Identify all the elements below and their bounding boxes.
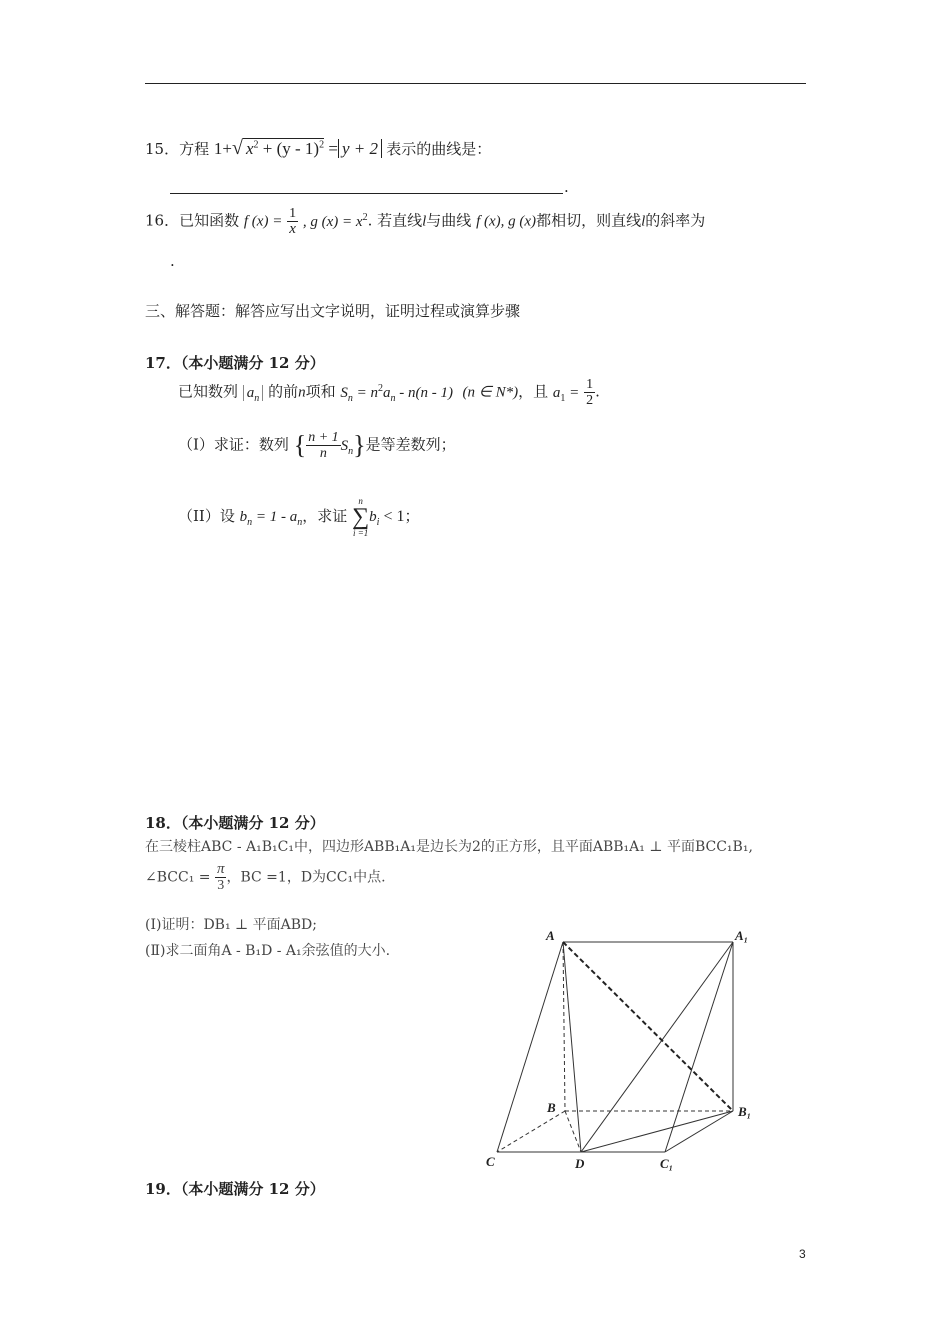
edge-D-B1 bbox=[581, 1111, 733, 1152]
q17-given: 已知数列 $a_n$ 的前n项和 $S_n = n^2a_n - n(n - 1)$ (n ∈ N*)，且 $a_1$ = $\frac{1}{2}$ . bbox=[178, 377, 600, 408]
q15-number: 15． bbox=[145, 140, 180, 158]
prism-figure bbox=[470, 920, 790, 1180]
q18-line2: ∠BCC₁ = $\frac{\pi}{3}$ ，BC =1，D为CC₁中点. bbox=[145, 861, 386, 893]
q15-answer-blank[interactable] bbox=[170, 193, 563, 194]
label-C: C bbox=[486, 1154, 495, 1169]
q18-part2: (Ⅱ)求二面角A - B₁D - A₁余弦值的大小. bbox=[145, 943, 391, 959]
q16-frac: $\frac{1}{x}$ bbox=[289, 206, 297, 237]
q18-part1: (Ⅰ)证明：DB₁ ⊥ 平面ABD; bbox=[145, 917, 317, 933]
edge-A-B1 bbox=[563, 942, 733, 1111]
q17-part2: （II）设 $b_n = 1 - a_n$，求证 n ∑ i =1 $b_i < 1$； bbox=[178, 496, 420, 538]
q15-equation: 1+√ $x^2 + (y - 1)^2 = y + 2$ bbox=[214, 139, 386, 158]
edge-B-C bbox=[497, 1111, 565, 1152]
edge-A1-D bbox=[581, 942, 733, 1152]
edge-A-D bbox=[563, 942, 581, 1152]
q17-part1: （I）求证：数列 { $\frac{n + 1}{n}$ $S_n$}是等差数列； bbox=[178, 430, 456, 461]
q16-f: f (x) = bbox=[243, 213, 283, 230]
label-A: A bbox=[546, 928, 555, 943]
label-B1: B₁ bbox=[738, 1104, 752, 1119]
q15-suffix: 表示的曲线是： bbox=[386, 140, 492, 158]
label-A1: A₁ bbox=[735, 928, 749, 943]
q16-curves: f (x), g (x) bbox=[476, 213, 537, 230]
header-rule bbox=[145, 83, 806, 84]
label-C1: C₁ bbox=[660, 1156, 674, 1171]
question-16: 16．已知函数 f (x) = $\frac{1}{x}$ , g $(x) = x^2$. 若直线l与曲线 f (x), g (x)都相切，则直线l的斜率为 bbox=[145, 206, 706, 237]
page-number: 3 bbox=[799, 1247, 806, 1261]
label-B: B bbox=[547, 1100, 556, 1115]
q15-blank-end: . bbox=[564, 178, 569, 196]
q15-prefix: 方程 bbox=[179, 140, 210, 158]
edge-B-D bbox=[565, 1111, 581, 1152]
q17-header: 17．（本小题满分 12 分） bbox=[145, 354, 325, 372]
q16-g: , g $(x) = x^2$ bbox=[302, 211, 368, 230]
q18-header: 18．（本小题满分 12 分） bbox=[145, 814, 325, 832]
edge-A-C bbox=[497, 942, 563, 1152]
label-D: D bbox=[575, 1156, 585, 1171]
question-15 bbox=[145, 137, 491, 160]
q16-end: . bbox=[170, 252, 175, 270]
section-three-heading: 三、解答题：解答应写出文字说明，证明过程或演算步骤 bbox=[145, 302, 521, 320]
q18-line1: 在三棱柱ABC - A₁B₁C₁中，四边形ABB₁A₁是边长为2的正方形，且平面ABB₁A₁ ⊥ 平面BCC₁B₁, bbox=[145, 839, 753, 855]
edge-C1-B1 bbox=[665, 1111, 733, 1152]
q19-header: 19．（本小题满分 12 分） bbox=[145, 1180, 325, 1198]
